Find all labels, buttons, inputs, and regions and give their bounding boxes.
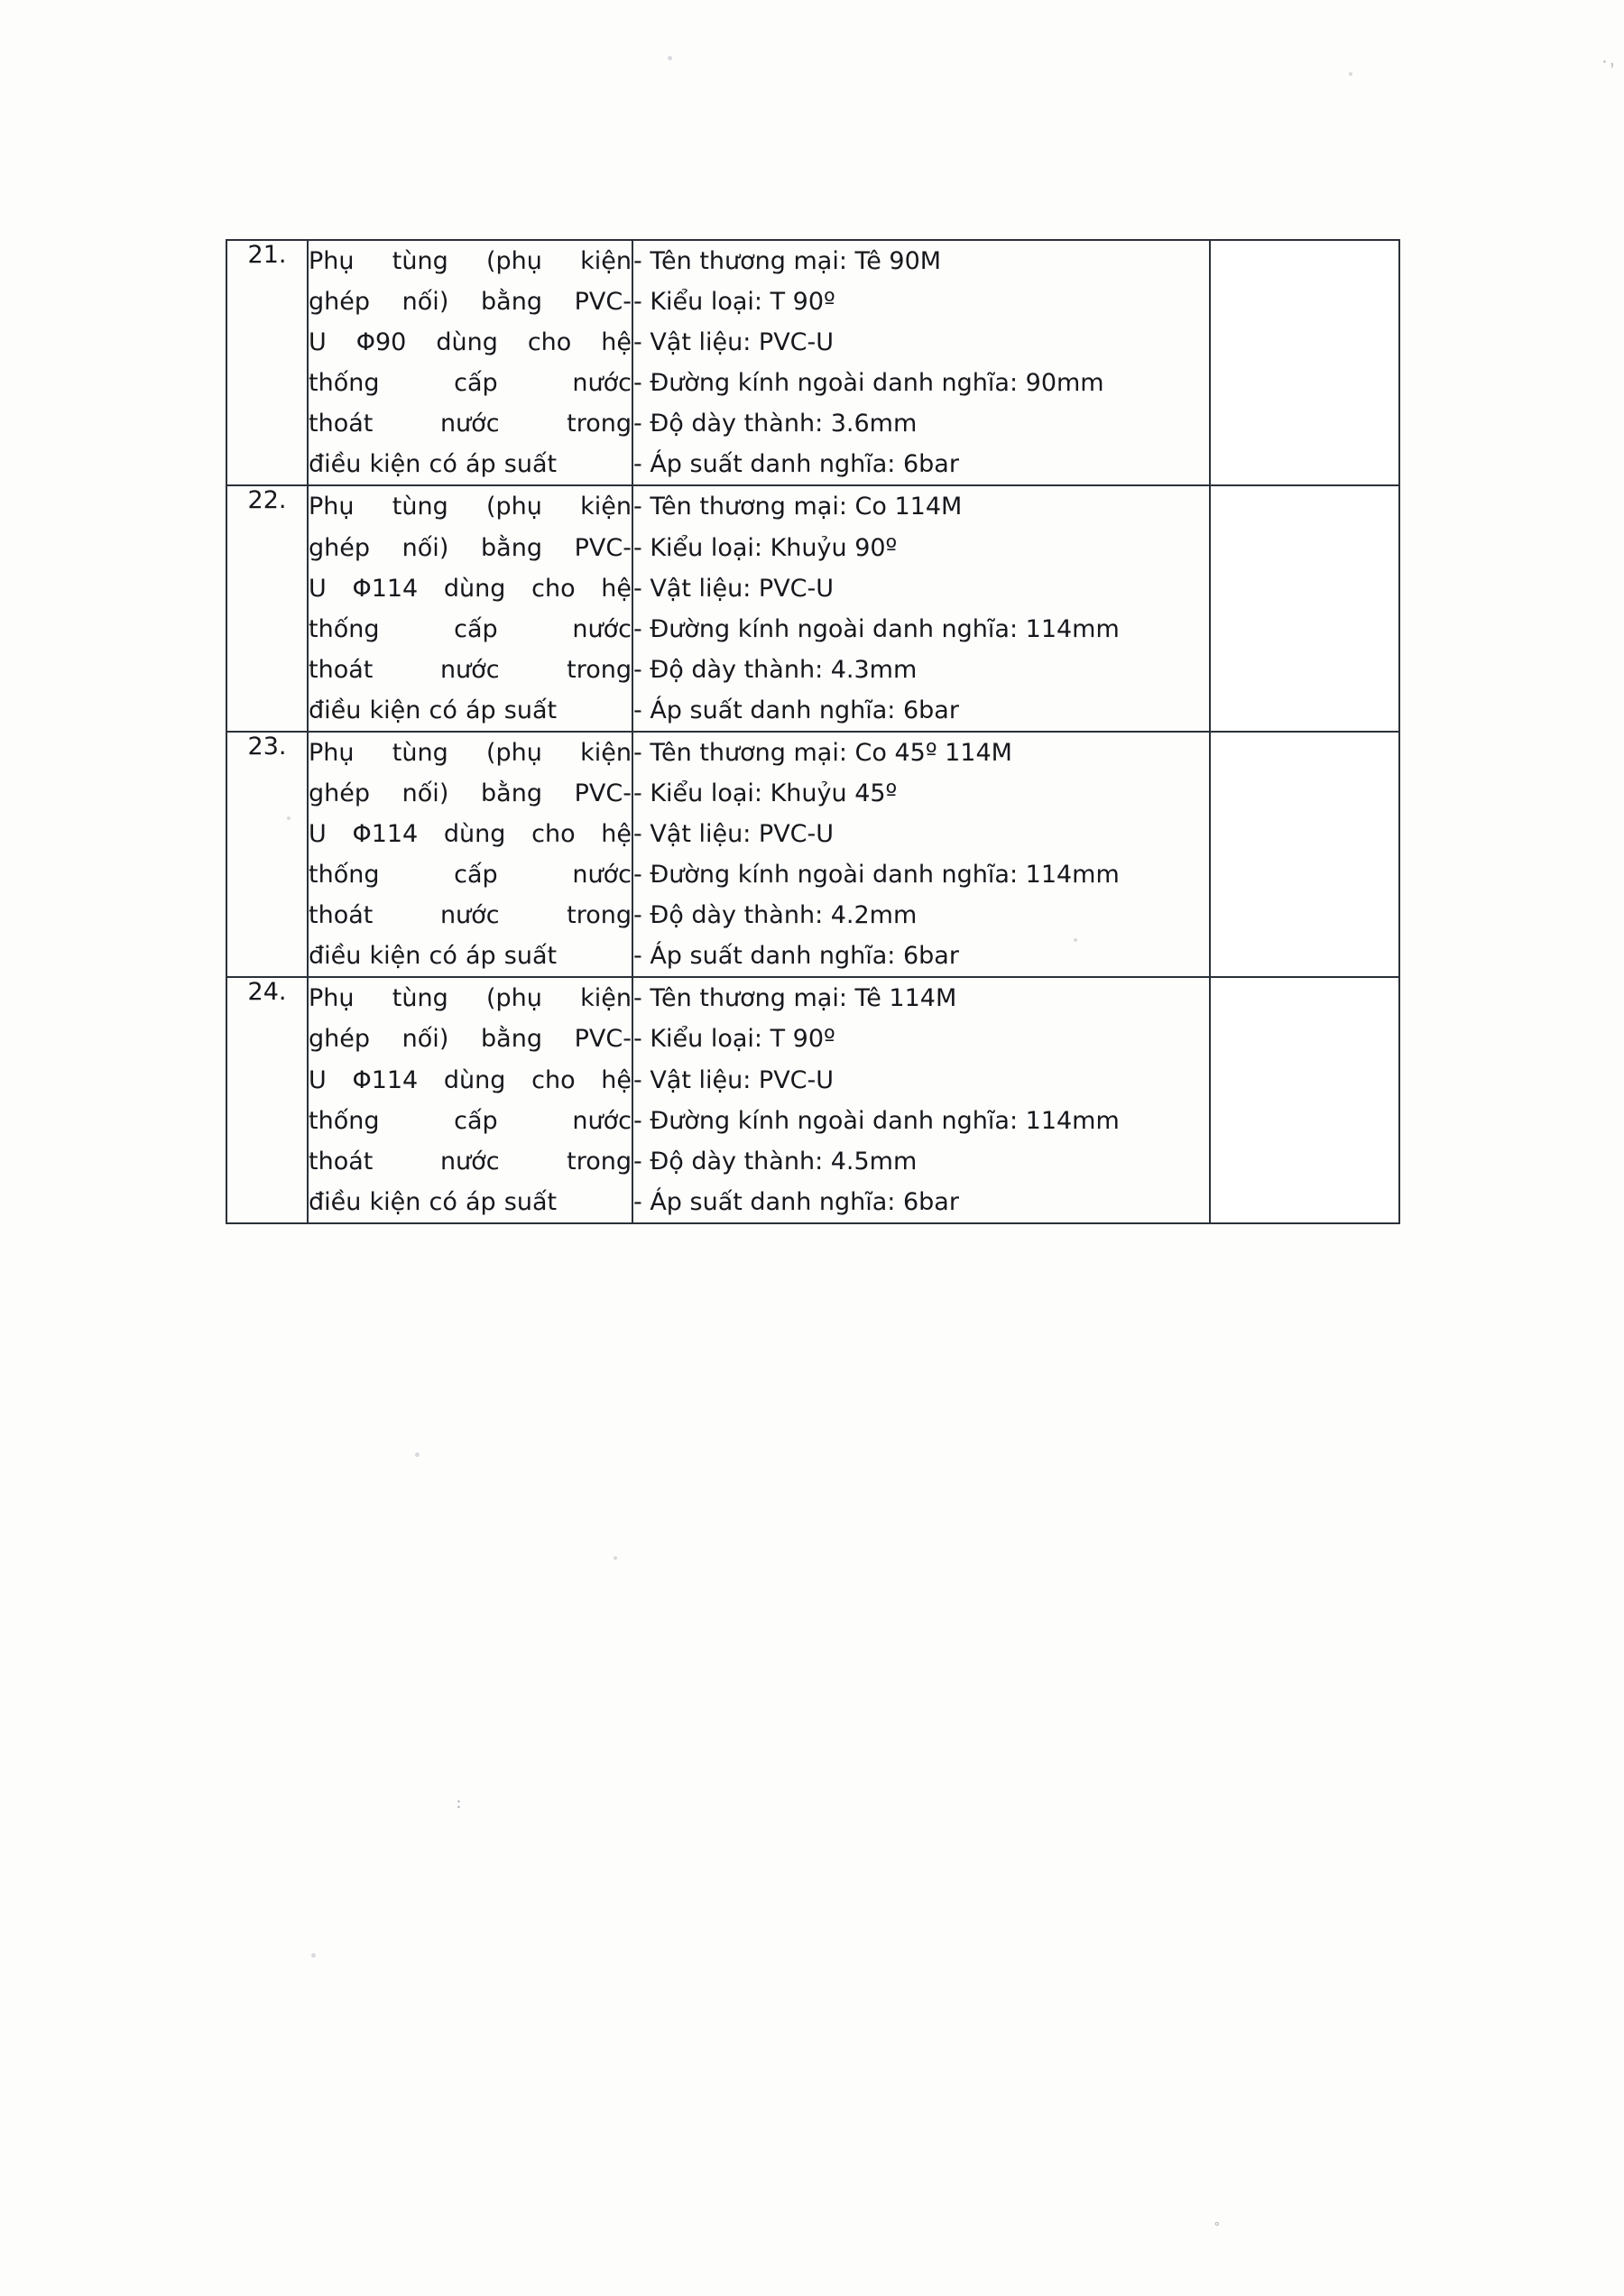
spec-line: - Vật liệu: PVC-U xyxy=(633,574,835,603)
row-spec-cell xyxy=(632,977,1210,1222)
spec-line: - Tên thương mại: Co 45º 114M xyxy=(633,738,1012,767)
table-row xyxy=(226,485,1399,731)
spec-line: - Độ dày thành: 4.2mm xyxy=(633,901,918,930)
row-number-cell: 21. xyxy=(226,240,308,485)
spec-line: - Đường kính ngoài danh nghĩa: 114mm xyxy=(633,614,1120,643)
scan-speck xyxy=(311,1953,316,1958)
description-line: Phụ tùng (phụ kiện xyxy=(309,247,632,275)
row-blank-cell xyxy=(1210,240,1399,485)
row-description-cell xyxy=(308,240,632,485)
spec-line: - Kiểu loại: T 90º xyxy=(633,1025,835,1054)
row-number-cell: 23. xyxy=(226,732,308,977)
description-line: thoát nước trong xyxy=(309,1147,632,1176)
description-line: U Φ114 dùng cho hệ xyxy=(309,820,632,849)
row-spec-cell xyxy=(632,732,1210,977)
spec-line: - Kiểu loại: Khuỷu 45º xyxy=(633,779,898,808)
spec-line: - Độ dày thành: 3.6mm xyxy=(633,410,918,438)
spec-line: - Tên thương mại: Tê 90M xyxy=(633,247,942,275)
scan-speck xyxy=(287,816,291,820)
scan-speck xyxy=(1074,938,1077,942)
product-specification-table xyxy=(226,239,1400,1224)
spec-line: - Tên thương mại: Tê 114M xyxy=(633,984,957,1013)
description-line: thoát nước trong xyxy=(309,655,632,684)
row-blank-cell xyxy=(1210,485,1399,731)
row-description-cell xyxy=(308,977,632,1222)
description-line: thống cấp nước xyxy=(309,614,632,643)
description-line: U Φ114 dùng cho hệ xyxy=(309,1065,632,1094)
description-line: điều kiện có áp suất xyxy=(309,1187,558,1216)
description-line: ghép nối) bằng PVC- xyxy=(309,1025,632,1054)
description-line: điều kiện có áp suất xyxy=(309,696,558,724)
spec-line: - Áp suất danh nghĩa: 6bar xyxy=(633,696,959,724)
spec-line: - Đường kính ngoài danh nghĩa: 90mm xyxy=(633,369,1104,398)
scan-speck xyxy=(668,56,672,60)
row-blank-cell xyxy=(1210,732,1399,977)
scan-smudge: ·, xyxy=(1597,48,1618,73)
row-number-cell: 22. xyxy=(226,485,308,731)
row-blank-cell xyxy=(1210,977,1399,1222)
scan-smudge: ∘ xyxy=(1213,2215,1221,2232)
description-line: ghép nối) bằng PVC- xyxy=(309,288,632,317)
spec-line: - Độ dày thành: 4.5mm xyxy=(633,1147,918,1176)
spec-line: - Vật liệu: PVC-U xyxy=(633,820,835,849)
spec-line: - Kiểu loại: Khuỷu 90º xyxy=(633,533,898,562)
description-line: Phụ tùng (phụ kiện xyxy=(309,984,632,1013)
description-line: ghép nối) bằng PVC- xyxy=(309,779,632,808)
row-description-cell xyxy=(308,485,632,731)
scan-smudge: : xyxy=(456,1791,462,1812)
spec-line: - Áp suất danh nghĩa: 6bar xyxy=(633,450,959,479)
description-line: Phụ tùng (phụ kiện xyxy=(309,738,632,767)
spec-line: - Vật liệu: PVC-U xyxy=(633,328,835,357)
description-line: thoát nước trong xyxy=(309,901,632,930)
spec-line: - Đường kính ngoài danh nghĩa: 114mm xyxy=(633,861,1120,890)
row-spec-cell xyxy=(632,240,1210,485)
spec-line: - Kiểu loại: T 90º xyxy=(633,288,835,317)
row-description-cell xyxy=(308,732,632,977)
description-line: ghép nối) bằng PVC- xyxy=(309,533,632,562)
spec-line: - Vật liệu: PVC-U xyxy=(633,1065,835,1094)
description-line: điều kiện có áp suất xyxy=(309,942,558,971)
spec-line: - Áp suất danh nghĩa: 6bar xyxy=(633,1187,959,1216)
description-line: thống cấp nước xyxy=(309,1106,632,1135)
scan-speck xyxy=(415,1452,420,1457)
table-body xyxy=(226,240,1399,1223)
description-line: thống cấp nước xyxy=(309,861,632,890)
description-line: U Φ90 dùng cho hệ xyxy=(309,328,632,357)
row-spec-cell xyxy=(632,485,1210,731)
table-row xyxy=(226,977,1399,1222)
description-line: U Φ114 dùng cho hệ xyxy=(309,574,632,603)
description-line: điều kiện có áp suất xyxy=(309,450,558,479)
description-line: thoát nước trong xyxy=(309,410,632,438)
scan-speck xyxy=(614,1556,617,1560)
spec-line: - Tên thương mại: Co 114M xyxy=(633,493,963,521)
row-number-cell: 24. xyxy=(226,977,308,1222)
table-row xyxy=(226,240,1399,485)
description-line: thống cấp nước xyxy=(309,369,632,398)
spec-line: - Độ dày thành: 4.3mm xyxy=(633,655,918,684)
description-line: Phụ tùng (phụ kiện xyxy=(309,493,632,521)
scan-speck xyxy=(1349,72,1352,76)
table-row xyxy=(226,732,1399,977)
spec-line: - Đường kính ngoài danh nghĩa: 114mm xyxy=(633,1106,1120,1135)
spec-line: - Áp suất danh nghĩa: 6bar xyxy=(633,942,959,971)
